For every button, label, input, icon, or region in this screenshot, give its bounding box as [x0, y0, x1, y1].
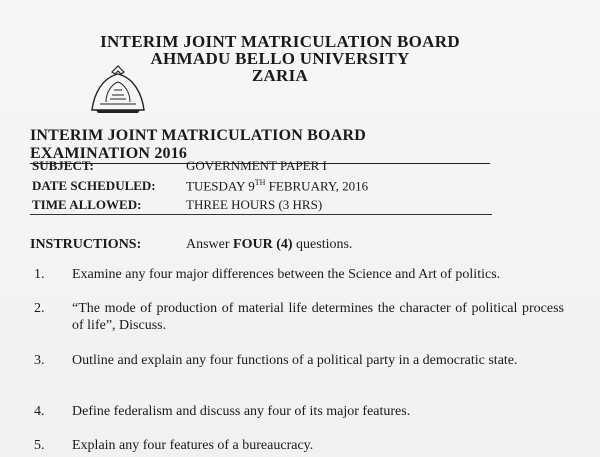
subject-label: SUBJECT: [32, 158, 94, 173]
question-text: Outline and explain any four functions of a political party in a democratic state. [72, 353, 518, 368]
city-name: ZARIA [251, 66, 309, 85]
instructions-text: Answer FOUR (4) questions. [186, 237, 353, 252]
question-text: “The mode of production of material life determines the character of political process of life”, Discuss. [72, 301, 564, 333]
exam-title: INTERIM JOINT MATRICULATION BOARD EXAMINATION 2016 [30, 127, 490, 164]
time-label: TIME ALLOWED: [32, 197, 142, 212]
letterhead [100, 33, 460, 84]
date-label: DATE SCHEDULED: [32, 178, 156, 193]
date-value: TUESDAY 9TH FEBRUARY, 2016 [186, 178, 369, 194]
university-crest-icon [90, 64, 146, 114]
university-name: AHMADU BELLO UNIVERSITY [150, 49, 410, 68]
question-number: 4. [34, 404, 45, 419]
question-number: 2. [34, 301, 45, 316]
question-text: Explain any four features of a bureaucracy. [72, 438, 314, 453]
board-name: INTERIM JOINT MATRICULATION BOARD [100, 32, 460, 51]
instructions-label: INSTRUCTIONS: [30, 237, 142, 252]
subject-value: GOVERNMENT PAPER I [186, 158, 327, 173]
question-text: Define federalism and discuss any four of its major features. [72, 404, 411, 419]
question-number: 3. [34, 353, 45, 368]
divider [30, 214, 492, 215]
question-text: Examine any four major differences between the Science and Art of politics. [72, 267, 501, 282]
question-number: 5. [34, 438, 45, 453]
question-number: 1. [34, 267, 45, 282]
time-value: THREE HOURS (3 HRS) [186, 197, 323, 212]
